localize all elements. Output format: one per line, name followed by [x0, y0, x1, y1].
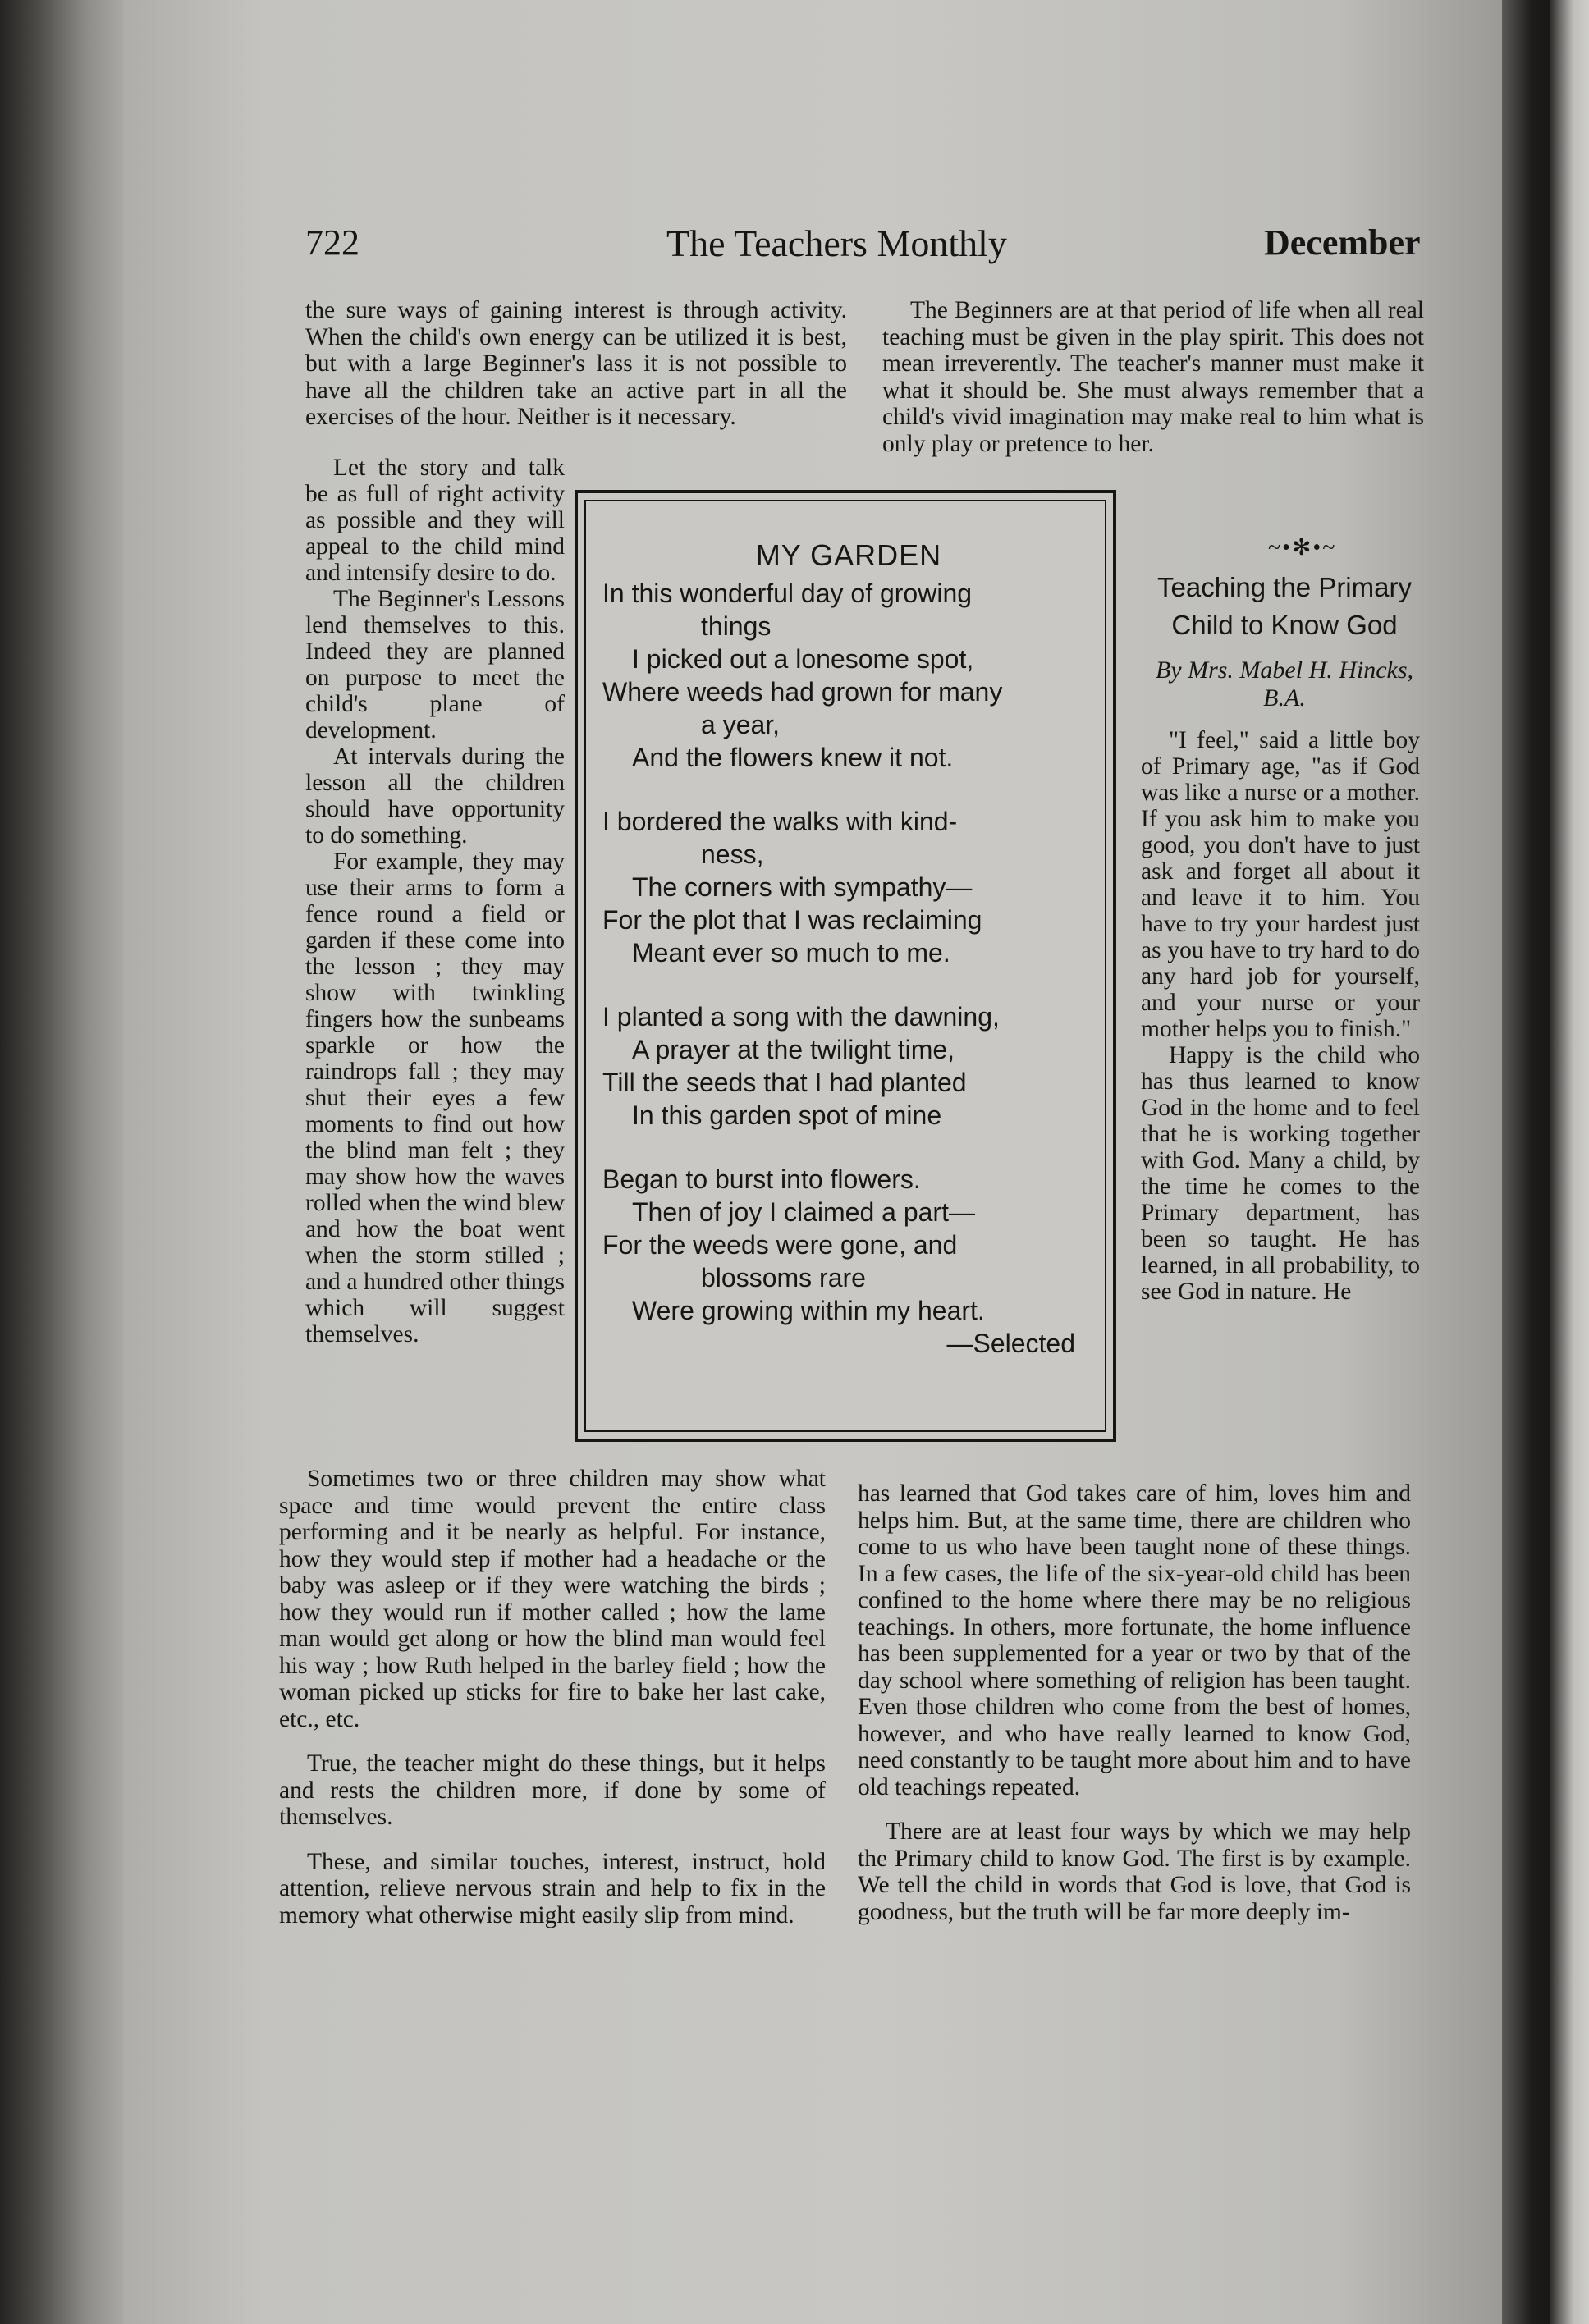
- poem-line: I bordered the walks with kind-: [602, 807, 958, 836]
- poem-line: a year,: [701, 710, 781, 739]
- paragraph: Let the story and talk be as full of right activity as possible and they will appeal to the child mind and intensify desire to do.: [305, 455, 565, 586]
- paragraph: the sure ways of gaining interest is through activity. When the child's own energy can be utilized it is best, but with a large Beginner's lass it is not possible to have all the children take an active part in all the exercises of the hour. Neither is it necessary.: [305, 297, 847, 430]
- poem-line: In this wonderful day of growing: [602, 579, 973, 608]
- poem-line: Till the seeds that I had planted: [602, 1068, 967, 1097]
- article-byline: By Mrs. Mabel H. Hincks, B.A.: [1155, 656, 1414, 711]
- paragraph: There are at least four ways by which we may help the Primary child to know God. The first is by example. We tell the child in words that God is love, that God is goodness, but the truth will be far more deeply im-: [858, 1818, 1411, 1925]
- facing-page-edge: [1550, 0, 1589, 2324]
- paragraph: These, and similar touches, interest, instruct, hold attention, relieve nervous strain and help to fix in the memory what otherwise might easily slip from mind.: [279, 1848, 826, 1928]
- poem-line: And the flowers knew it not.: [632, 743, 954, 772]
- poem-line: I picked out a lonesome spot,: [632, 644, 974, 674]
- paragraph: has learned that God takes care of him, loves him and helps him. But, at the same time, there are children who come to us who have been taught none of these things. In a few cases, the life of the six-year-old child has been confined to the home where there may be no religious teachings. In others, more fortunate, the home influence has been supplemented for a year or two by that of the day school where something of religion has been taught. Even those children who come from the best of homes, however, and who have really learned to know God, need constantly to be taught more about him and to have old teachings repeated.: [858, 1480, 1411, 1800]
- article-title: Teaching the Primary Child to Know God: [1157, 572, 1412, 640]
- poem-line: For the weeds were gone, and: [602, 1230, 958, 1260]
- scan-left-edge: [0, 0, 123, 2324]
- paragraph: For example, they may use their arms to form a fence round a field or garden if these come into the lesson ; they may show with twinkling fingers how the sunbeams sparkle or how the raindrops fall ; they may shut their eyes a few moments to find out how the blind man felt ; they may show how the waves rolled when the wind blew and how the boat went when the storm stilled ; and a hundred other things which will suggest themselves.: [305, 849, 565, 1347]
- poem-line: Where weeds had grown for many: [602, 677, 1003, 707]
- right-column-top: [882, 297, 1424, 457]
- right-column-bottom: [858, 1480, 1411, 1925]
- poem-title: MY GARDEN: [755, 538, 942, 572]
- poem-stanza: [602, 1163, 1095, 1327]
- paragraph: The Beginners are at that period of life when all real teaching must be given in the play spirit. This does not mean irreverently. The teacher's manner must make it what it should be. She must always remember that a child's vivid imagination may make real to him what is only play or pretence to her.: [882, 297, 1424, 457]
- poem-stanza: [602, 1000, 1095, 1132]
- running-title: The Teachers Monthly: [666, 222, 1007, 264]
- poem-line: I planted a song with the dawning,: [602, 1002, 1000, 1032]
- poem-line: For the plot that I was reclaiming: [602, 905, 982, 935]
- running-month: December: [1264, 222, 1421, 263]
- poem-line: blossoms rare: [701, 1263, 866, 1292]
- paragraph: At intervals during the lesson all the children should have opportunity to do something.: [305, 743, 565, 849]
- page-number: 722: [305, 222, 359, 263]
- paragraph: The Beginner's Lessons lend themselves to this. Indeed they are planned on purpose to meet the child's plane of development.: [305, 586, 565, 743]
- poem-line: things: [701, 611, 772, 641]
- paragraph: True, the teacher might do these things, but it helps and rests the children more, if done by some of themselves.: [279, 1750, 826, 1830]
- poem: [602, 539, 1095, 1360]
- paragraph: "I feel," said a little boy of Primary age, "as if God was like a nurse or a mother. If you ask him to make you good, you don't have to just ask and forget all about it and leave it to him. You have to try your hardest just as you have to try hard to do any hard job for yourself, and your nurse or your mother helps you to finish.": [1141, 727, 1420, 1042]
- poem-line: Then of joy I claimed a part—: [632, 1197, 975, 1227]
- left-column-top: [305, 297, 847, 431]
- paragraph: Sometimes two or three children may show what space and time would prevent the entire class performing and it be nearly as helpful. For instance, how they would step if mother had a headache or the baby was asleep or if they were watching the birds ; how they would run if mother called ; how the lame man would get along or how the blind man would feel his way ; how Ruth helped in the barley field ; how the woman picked up sticks for fire to bake her last cake, etc., etc.: [279, 1466, 826, 1732]
- paragraph: Happy is the child who has thus learned to know God in the home and to feel that he is working together with God. Many a child, by the time he comes to the Primary department, has been so taught. He has learned, in all probability, to see God in nature. He: [1141, 1042, 1420, 1305]
- poem-line: Began to burst into flowers.: [602, 1164, 921, 1194]
- poem-credit: —Selected: [946, 1329, 1075, 1358]
- poem-line: In this garden spot of mine: [632, 1100, 942, 1130]
- poem-line: A prayer at the twilight time,: [632, 1035, 955, 1064]
- poem-line: ness,: [701, 839, 764, 869]
- poem-line: The corners with sympathy—: [632, 872, 973, 902]
- left-column-narrow: [305, 455, 565, 1347]
- poem-line: Were growing within my heart.: [632, 1296, 985, 1325]
- section-ornament: ~•✻•~: [1268, 535, 1337, 560]
- left-column-bottom: [279, 1466, 826, 1928]
- right-column-narrow: [1141, 727, 1420, 1305]
- poem-box: [575, 490, 1116, 1442]
- poem-stanza: [602, 805, 1095, 969]
- poem-stanza: [602, 577, 1095, 774]
- poem-line: Meant ever so much to me.: [632, 938, 950, 968]
